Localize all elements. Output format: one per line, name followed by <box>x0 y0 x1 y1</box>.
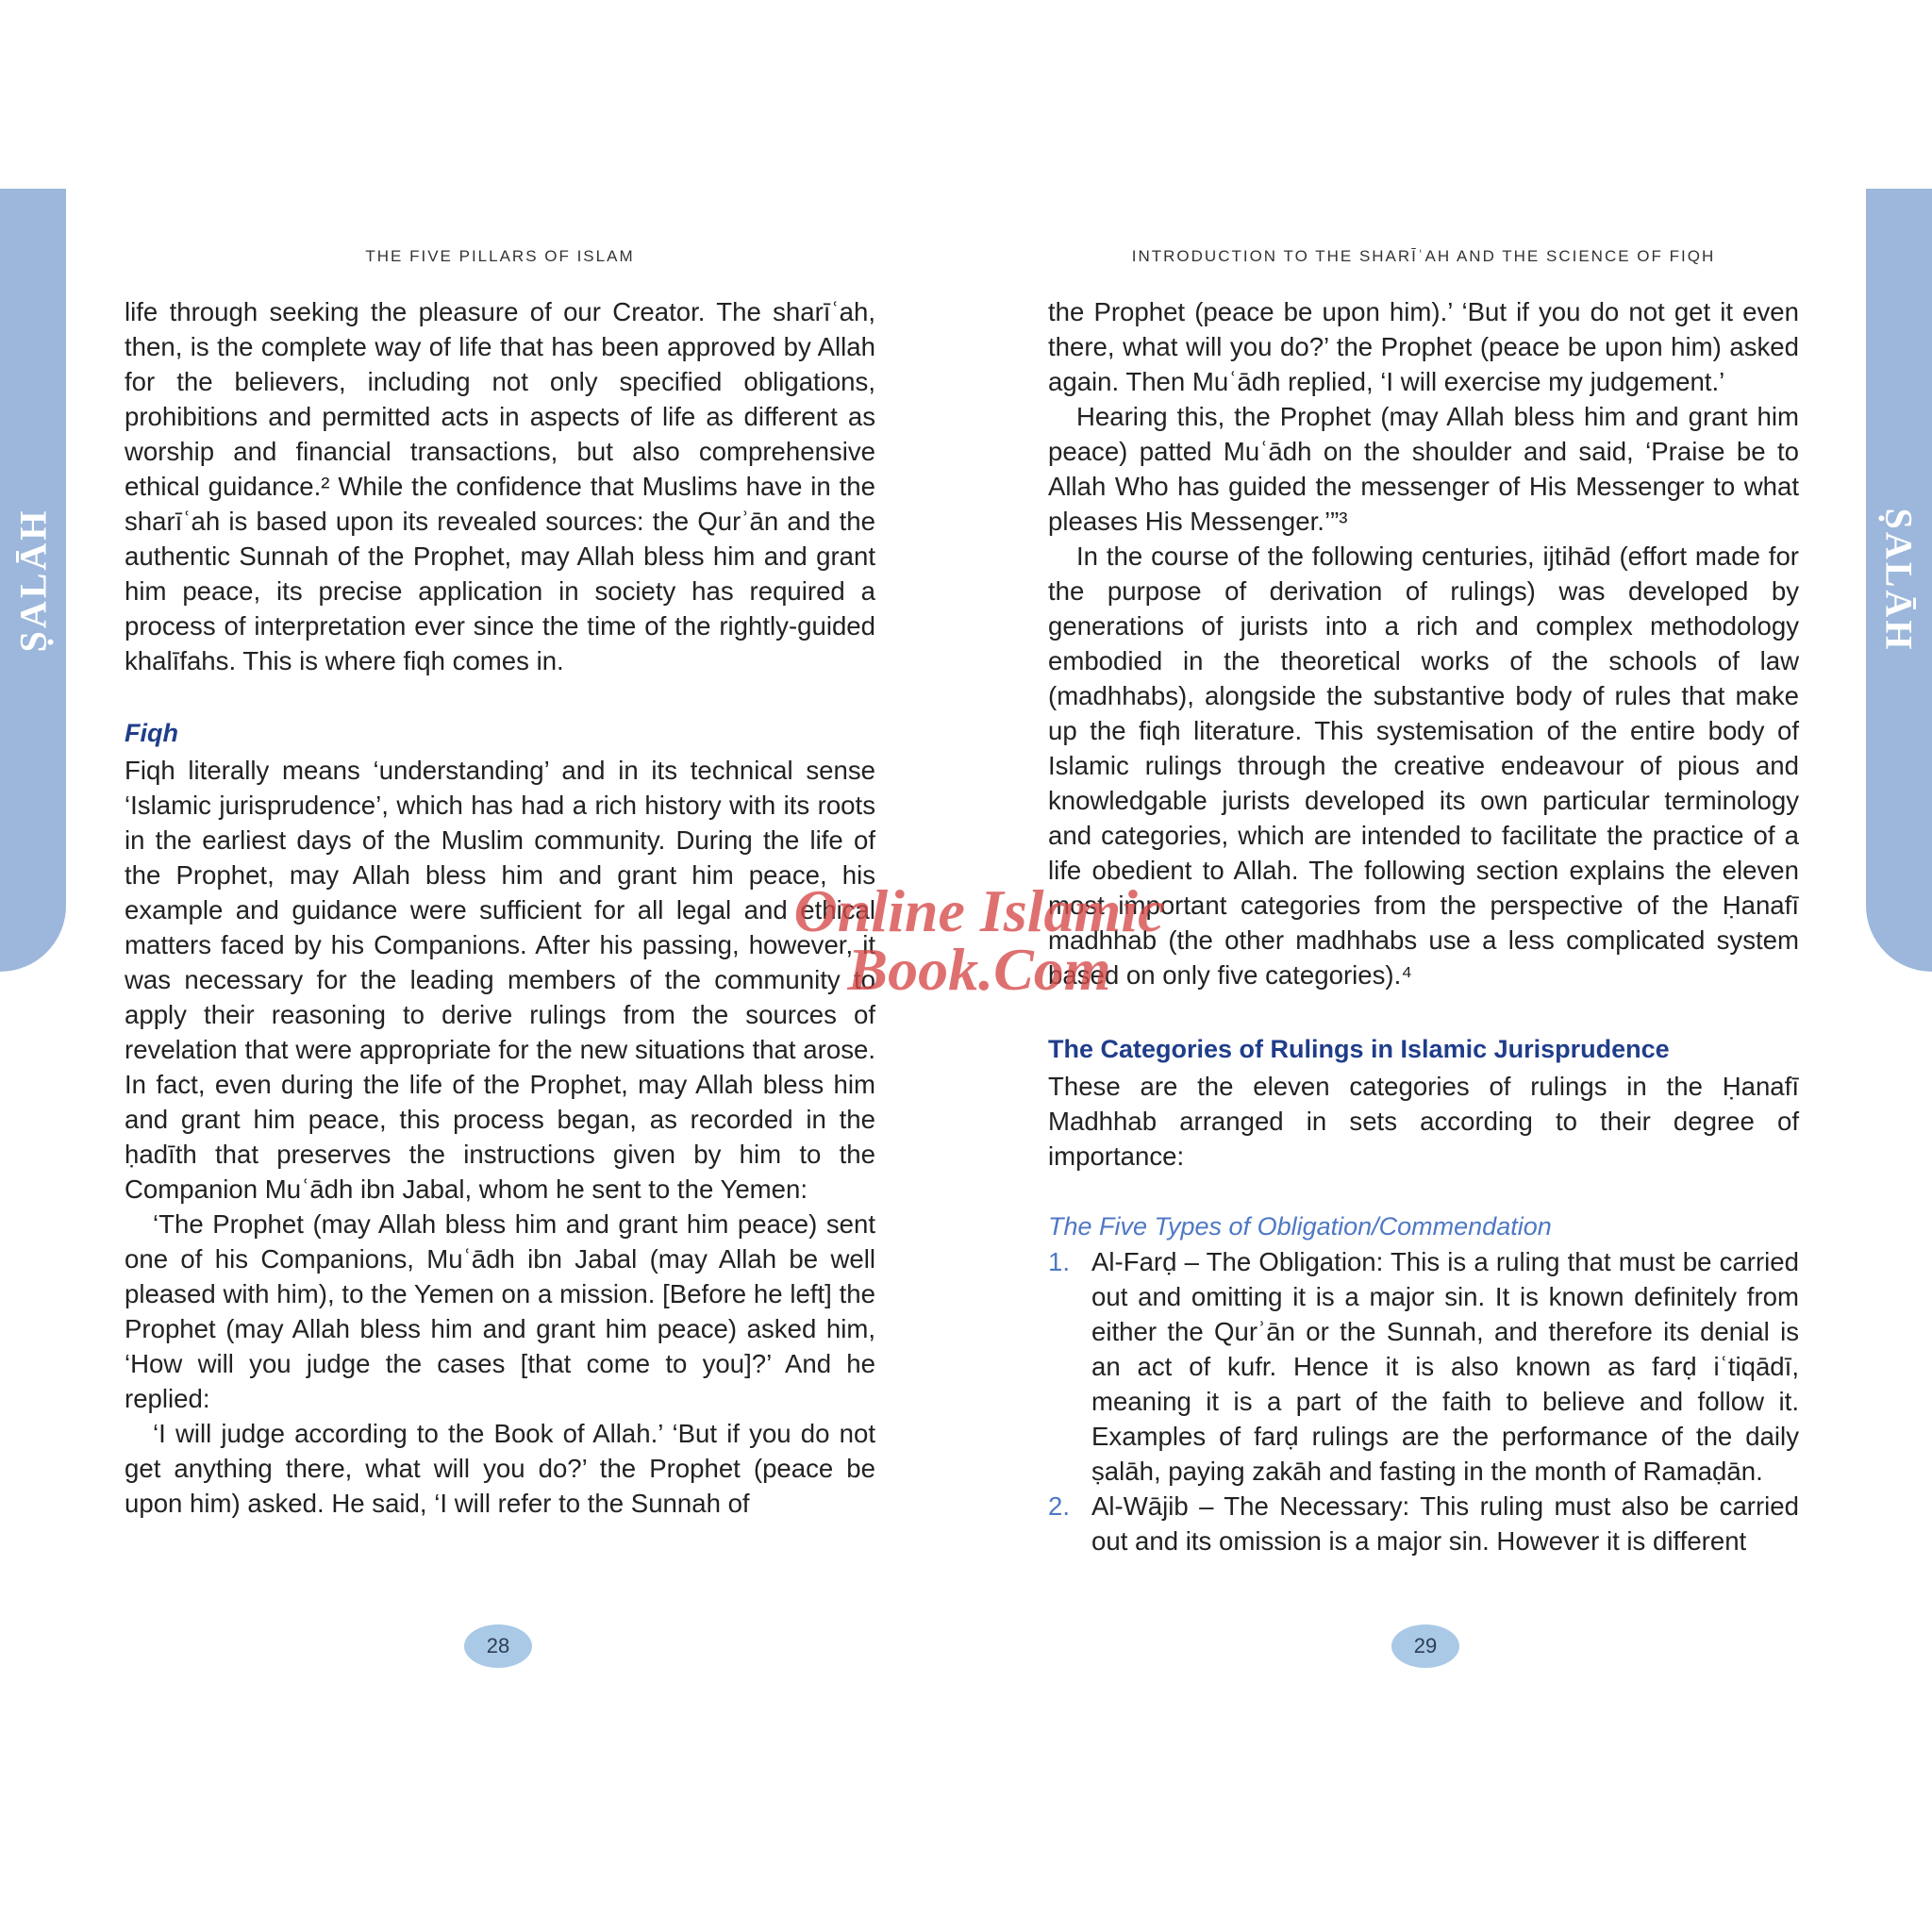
side-tab-right <box>1866 189 1932 972</box>
list-number: 1. <box>1048 1247 1071 1276</box>
list-item <box>1048 1489 1799 1558</box>
watermark-line: Online Islamic <box>793 877 1165 944</box>
list-item <box>1048 1244 1799 1489</box>
section-heading-categories: The Categories of Rulings in Islamic Jurisprudence <box>1048 1035 1670 1063</box>
watermark-line: Book.Com <box>847 936 1111 1003</box>
right-body <box>1048 294 1799 1558</box>
left-body <box>125 294 875 1521</box>
paragraph: Fiqh literally means ‘understanding’ and in its technical sense ‘Islamic jurisprudence’, which has had a rich history with its roots in the earliest days of the Muslim community. During the life of the Prophet, may Allah bless him and grant him peace, his example and guidance were sufficient for all legal and ethical matters faced by his Companions. After his passing, however, it was necessary for the leading members of the community to apply their reasoning to derive rulings from the sources of revelation that were appropriate for the new situations that arose. In fact, even during the life of the Prophet, may Allah bless him and grant him peace, this process began, as recorded in the ḥadīth that preserves the instructions given by him to the Companion Muʿādh ibn Jabal, whom he sent to the Yemen: <box>125 756 875 1204</box>
rulings-list <box>1048 1244 1799 1558</box>
quote-paragraph: ‘I will judge according to the Book of Allah.’ ‘But if you do not get anything there, what will you do?’ the Prophet (peace be upon him) asked. He said, ‘I will refer to the Sunnah of <box>125 1419 875 1518</box>
subsection-heading: The Five Types of Obligation/Commendation <box>1048 1212 1552 1241</box>
right-page <box>1048 247 1799 1558</box>
paragraph: In the course of the following centuries, ijtihād (effort made for the purpose of derivation of rulings) was developed by generations of jurists into a rich and complex methodology embodied in the theoretical works of the schools of law (madhhabs), alongside the substantive body of rules that make up the fiqh literature. This systemisation of the entire body of Islamic rulings through the creative endeavour of pious and knowledgable jurists developed its own particular terminology and categories, which are intended to facilitate the practice of a life obedient to Allah. The following section explains the eleven most important categories from the perspective of the Ḥanafī madhhab (the other madhhabs use a less complicated system based on only five categories).⁴ <box>1048 541 1799 990</box>
running-head: INTRODUCTION TO THE SHARĪʿAH AND THE SCIENCE OF FIQH <box>1131 247 1716 265</box>
running-head: THE FIVE PILLARS OF ISLAM <box>365 247 635 265</box>
list-number: 2. <box>1048 1491 1071 1521</box>
side-tab-label: ṢALĀH <box>1877 508 1921 653</box>
list-item-text: Al-Farḍ – The Obligation: This is a ruling that must be carried out and omitting it is a major sin. It is known definitely from either the Qurʾān or the Sunnah, and therefore its denial is an act of kufr. Hence it is also known as farḍ iʿtiqādī, meaning it is a part of the faith to believe and follow it. Examples of farḍ rulings are the performance of the daily ṣalāh, paying zakāh and fasting in the month of Ramaḍān. <box>1091 1247 1799 1486</box>
section-heading-fiqh: Fiqh <box>125 719 178 747</box>
side-tab-left <box>0 189 66 972</box>
left-page <box>125 247 875 1521</box>
page-number-badge: 29 <box>1391 1624 1459 1668</box>
paragraph: Hearing this, the Prophet (may Allah bless him and grant him peace) patted Muʿādh on the shoulder and said, ‘Praise be to Allah Who has guided the messenger of His Messenger to what pleases His Messenger.’”³ <box>1048 402 1799 536</box>
list-item-text: Al-Wājib – The Necessary: This ruling must also be carried out and its omission is a major sin. However it is different <box>1091 1491 1799 1556</box>
quote-paragraph: ‘The Prophet (may Allah bless him and grant him peace) sent one of his Companions, Muʿādh ibn Jabal (may Allah be well pleased with him), to the Yemen on a mission. [Before he left] the Prophet (may Allah bless him and grant him peace) asked him, ‘How will you judge the cases [that come to you]?’ And he replied: <box>125 1209 875 1413</box>
page-number-badge: 28 <box>464 1624 532 1668</box>
paragraph: the Prophet (peace be upon him).’ ‘But if you do not get it even there, what will you do?’ the Prophet (peace be upon him) asked again. Then Muʿādh replied, ‘I will exercise my judgement.’ <box>1048 297 1799 396</box>
paragraph: life through seeking the pleasure of our Creator. The sharīʿah, then, is the complete way of life that has been approved by Allah for the believers, including not only specified obligations, prohibitions and permitted acts in aspects of life as different as worship and financial transactions, but also comprehensive ethical guidance.² While the confidence that Muslims have in the sharīʿah is based upon its revealed sources: the Qurʾān and the authentic Sunnah of the Prophet, may Allah bless him and grant him peace, its precise application in society has required a process of interpretation ever since the time of the rightly-guided khalīfahs. This is where fiqh comes in. <box>125 297 875 675</box>
side-tab-label: ṢALĀH <box>11 508 55 653</box>
paragraph: These are the eleven categories of rulings in the Ḥanafī Madhhab arranged in sets according to their degree of importance: <box>1048 1072 1799 1171</box>
